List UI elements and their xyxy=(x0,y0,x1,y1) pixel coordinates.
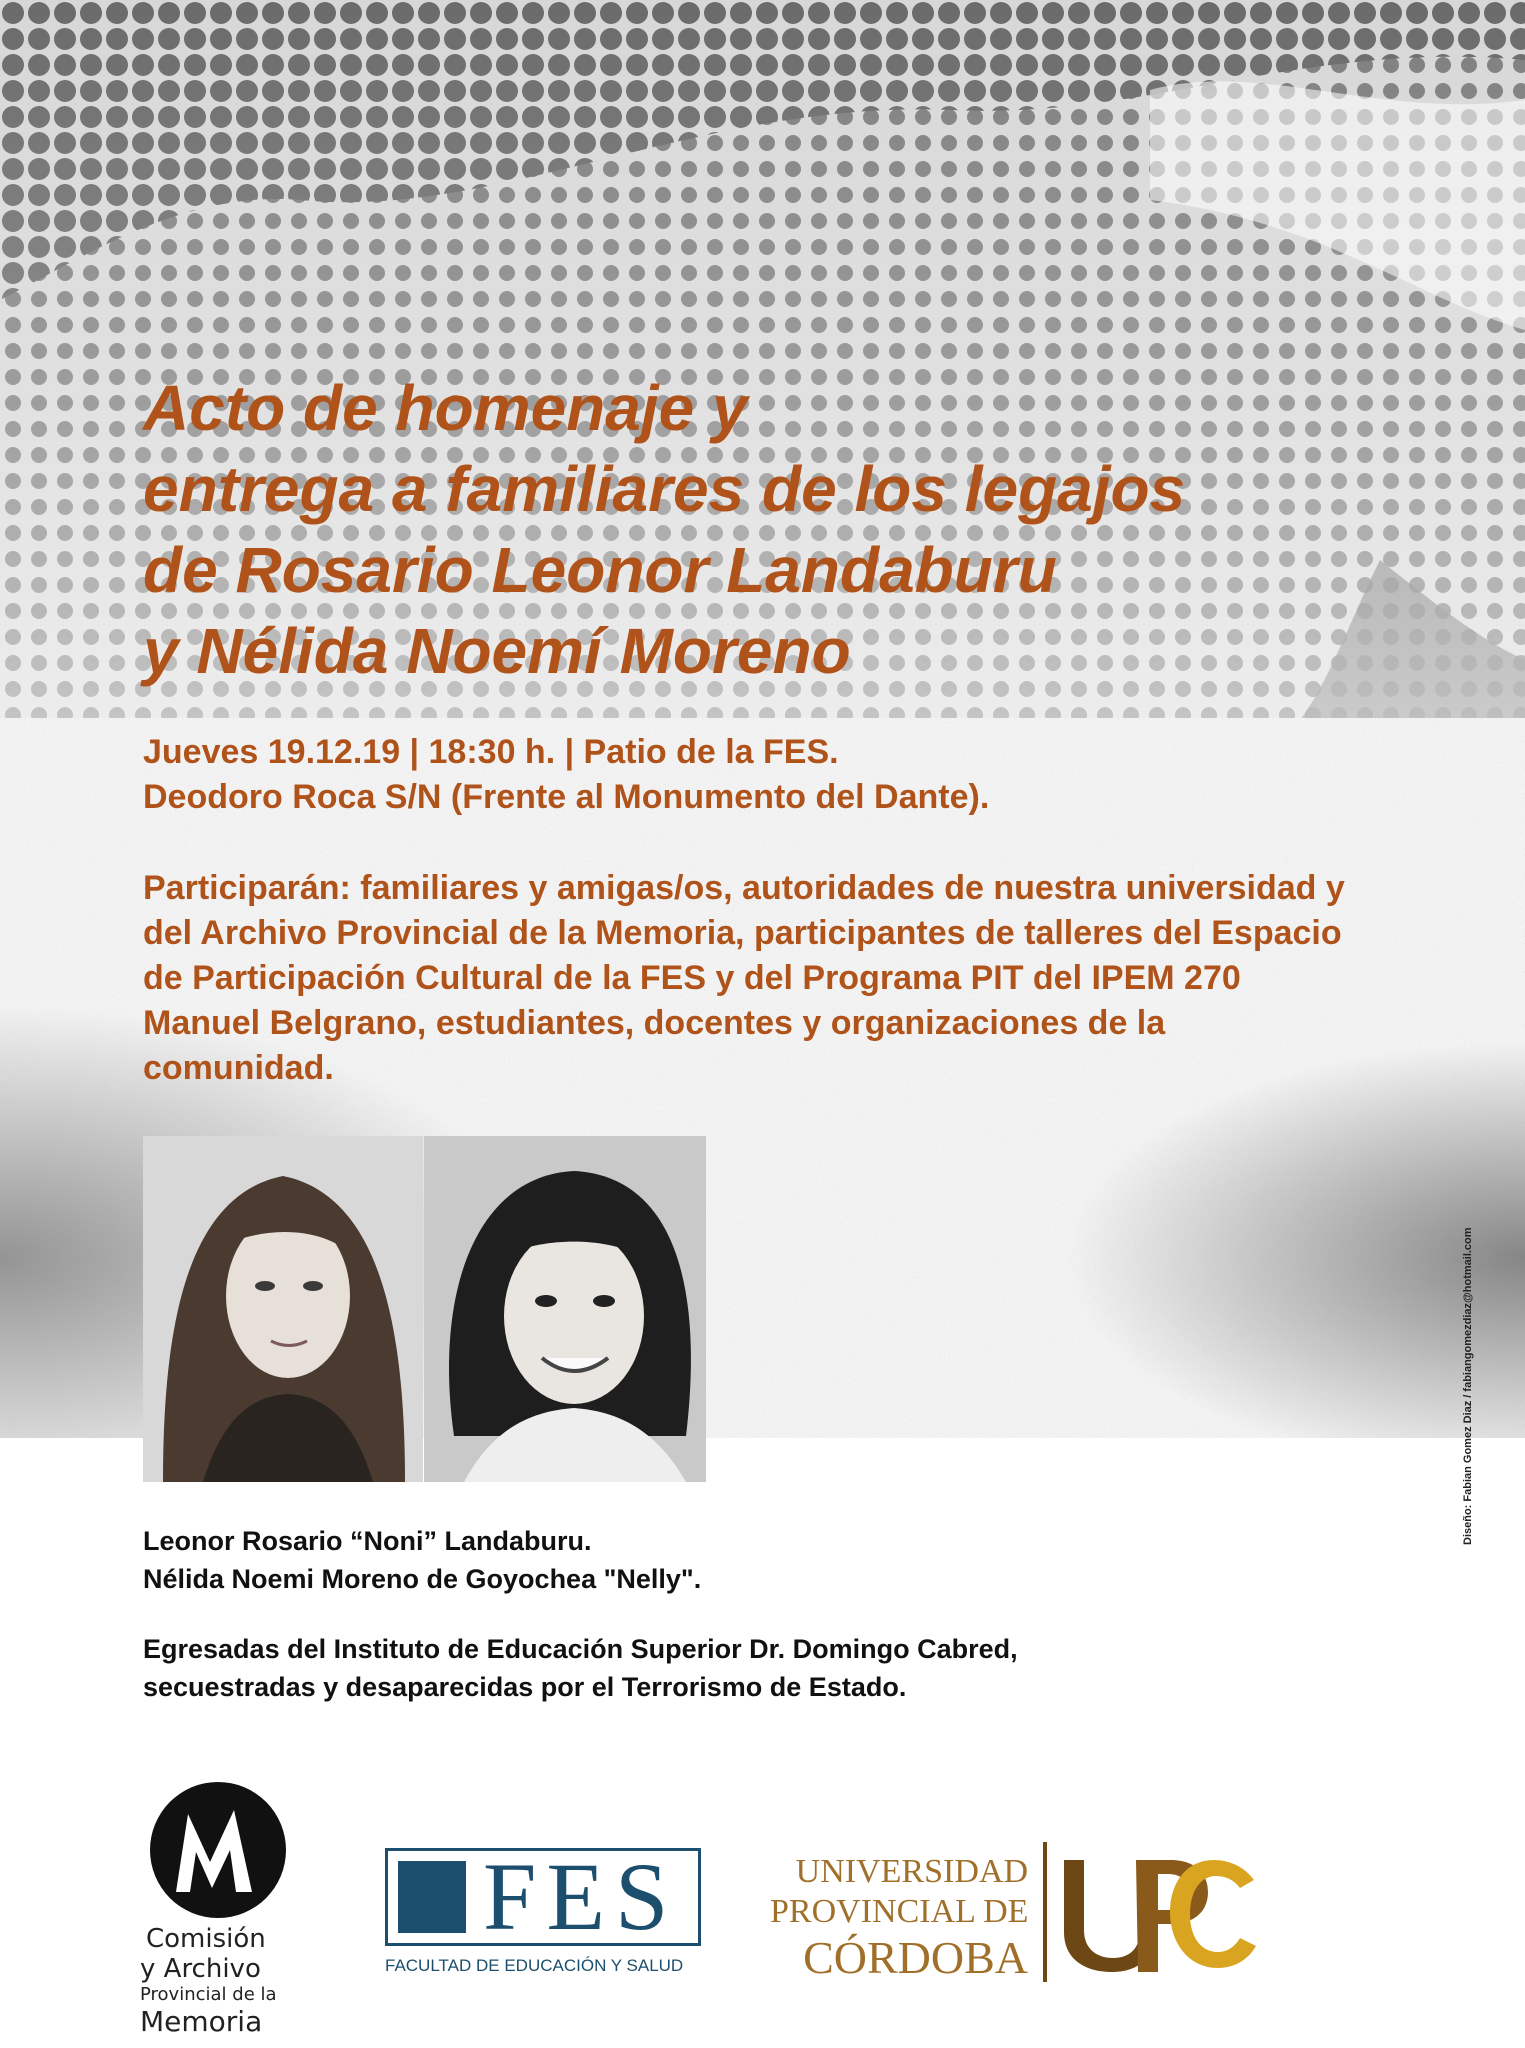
description-line: Egresadas del Instituto de Educación Superior Dr. Domingo Cabred, xyxy=(143,1634,1018,1664)
memoria-line: Memoria xyxy=(140,2005,263,2038)
upc-monogram-icon xyxy=(1058,1850,1258,1975)
memoria-line: Provincial de la xyxy=(140,1984,277,2005)
logo-fes xyxy=(385,1843,701,1976)
description-line: secuestradas y desaparecidas por el Terrorismo de Estado. xyxy=(143,1672,907,1702)
title-line: y Nélida Noemí Moreno xyxy=(143,615,851,687)
upc-divider xyxy=(1043,1842,1047,1982)
participants-text: Participarán: familiares y amigas/os, autoridades de nuestra universidad y del Archivo Provincial de la Memoria, participantes de talleres del Espacio de Participación Cultural de la FES y del Programa PIT del IPEM 270 Manuel Belgrano, estudiantes, docentes y organizaciones de la comunidad. xyxy=(143,869,1345,1087)
event-title xyxy=(143,368,1185,692)
event-address: Deodoro Roca S/N (Frente al Monumento del Dante). xyxy=(143,778,990,816)
fes-caption: FACULTAD DE EDUCACIÓN Y SALUD xyxy=(385,1956,684,1975)
fes-emblem xyxy=(385,1843,701,1950)
fes-wordmark: FES xyxy=(483,1843,679,1950)
memoria-emblem-icon xyxy=(148,1780,288,1920)
memoria-line: y Archivo xyxy=(140,1954,261,1984)
title-line: Acto de homenaje y xyxy=(143,372,748,444)
logo-memoria xyxy=(140,1780,300,2048)
design-credit: Diseño: Fabian Gomez Diaz / fabiangomezdiaz@hotmail.com xyxy=(1462,1227,1474,1545)
title-line: entrega a familiares de los legajos xyxy=(143,453,1186,525)
upc-line: PROVINCIAL DE xyxy=(770,1893,1029,1930)
honoree-description xyxy=(143,1630,1018,1706)
portrait-photo-landaburu xyxy=(143,1136,423,1482)
honoree-name: Leonor Rosario “Noni” Landaburu. xyxy=(143,1526,592,1556)
event-details xyxy=(143,730,989,820)
title-line: de Rosario Leonor Landaburu xyxy=(143,534,1057,606)
memoria-name xyxy=(140,1924,300,2038)
memoria-line: Comisión xyxy=(146,1924,266,1954)
portrait-photo-moreno xyxy=(424,1136,706,1482)
fes-square-icon xyxy=(398,1861,466,1933)
event-date-time: Jueves 19.12.19 | 18:30 h. | Patio de la FES. xyxy=(143,733,839,771)
honoree-name: Nélida Noemi Moreno de Goyochea "Nelly". xyxy=(143,1564,702,1594)
upc-name xyxy=(770,1852,1028,1984)
upc-line: UNIVERSIDAD xyxy=(795,1853,1028,1890)
upc-line: CÓRDOBA xyxy=(803,1932,1028,1983)
honoree-names xyxy=(143,1522,701,1598)
